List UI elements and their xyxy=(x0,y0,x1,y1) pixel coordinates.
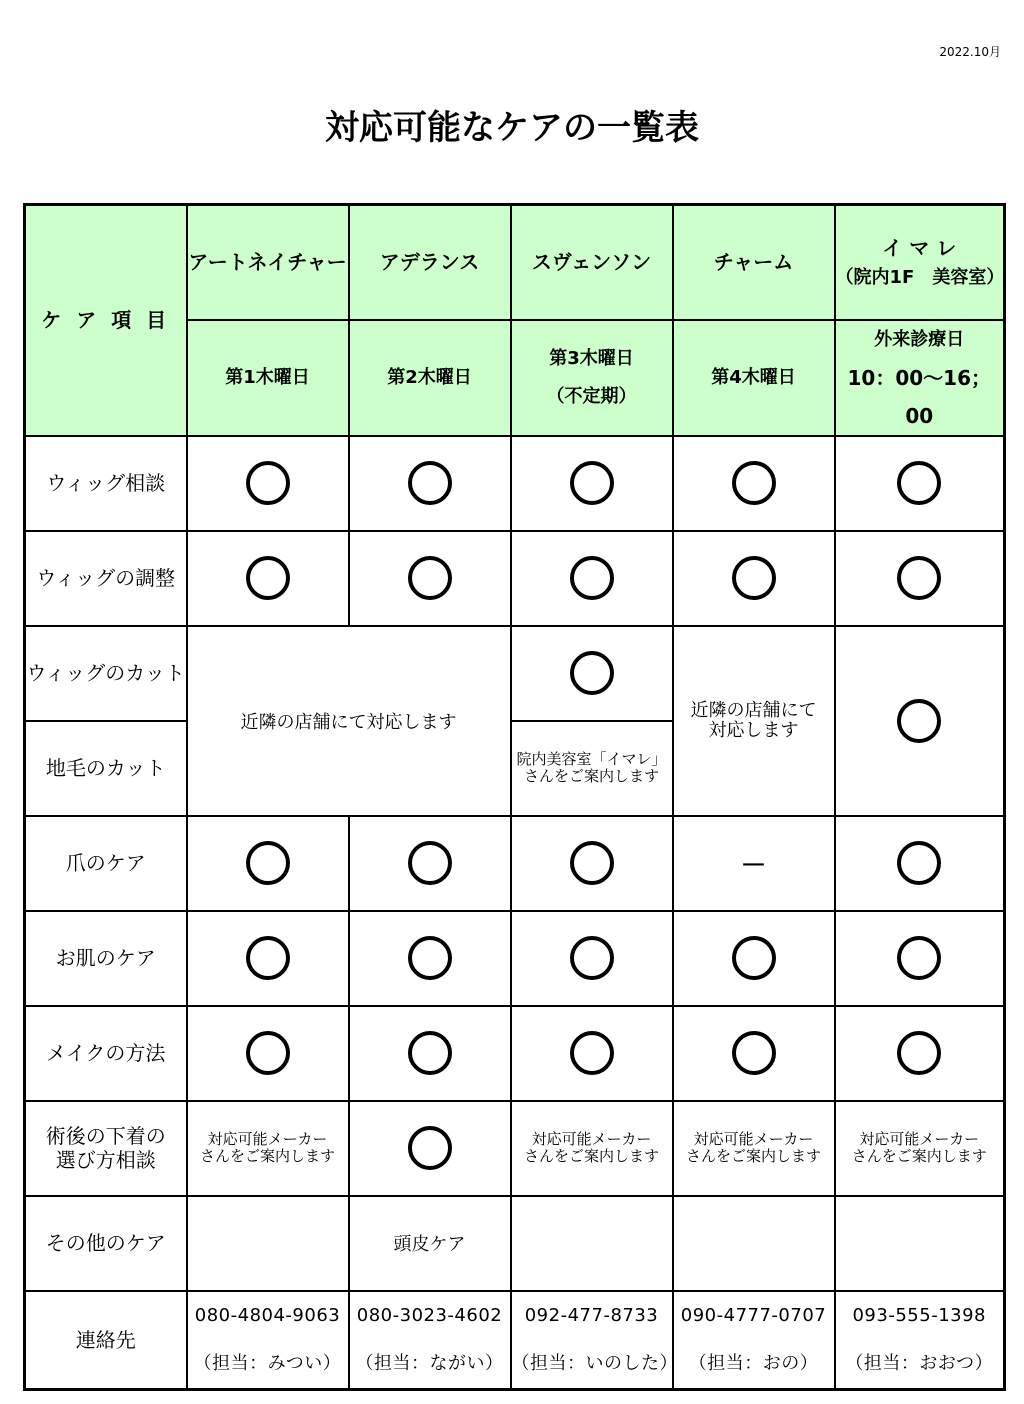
phone-number: 080-4804-9063 xyxy=(194,1304,341,1326)
circle-mark-icon xyxy=(570,651,614,695)
cell xyxy=(511,816,673,911)
circle-mark-icon xyxy=(570,936,614,980)
note-maker-guide xyxy=(673,1101,835,1196)
note-maker-guide xyxy=(187,1101,349,1196)
cell xyxy=(187,1006,349,1101)
table-row xyxy=(25,436,1005,531)
maker-header-imare xyxy=(835,205,1005,320)
circle-mark-icon xyxy=(570,556,614,600)
circle-mark-icon xyxy=(897,556,941,600)
cell xyxy=(673,911,835,1006)
corner-label: ケ ア 項 目 xyxy=(41,308,171,333)
circle-mark-icon xyxy=(408,461,452,505)
contact-person: （担当：ながい） xyxy=(355,1352,504,1374)
circle-mark-icon xyxy=(408,556,452,600)
cell xyxy=(835,531,1005,626)
phone-number: 090-4777-0707 xyxy=(680,1304,827,1326)
cell xyxy=(511,1006,673,1101)
circle-mark-icon xyxy=(732,461,776,505)
contact-person: （担当：おの） xyxy=(688,1352,819,1374)
cell xyxy=(187,911,349,1006)
phone-number: 092-477-8733 xyxy=(524,1304,659,1326)
cell xyxy=(511,436,673,531)
table-row xyxy=(25,911,1005,1006)
circle-mark-icon xyxy=(570,461,614,505)
circle-mark-icon xyxy=(570,841,614,885)
cell xyxy=(349,911,511,1006)
contact-artnature xyxy=(187,1291,349,1390)
circle-mark-icon xyxy=(246,461,290,505)
cell xyxy=(673,816,835,911)
note-line: 対応します xyxy=(708,719,799,741)
note-line: さんをご案内します xyxy=(851,1147,987,1165)
schedule-line: 外来診療日 xyxy=(874,328,965,350)
table-row xyxy=(25,626,1005,721)
note-line: 対応可能メーカー xyxy=(531,1130,652,1148)
row-label: ウィッグの調整 xyxy=(25,531,187,626)
row-label: 地毛のカット xyxy=(25,721,187,816)
care-table xyxy=(23,203,1006,1391)
cell xyxy=(673,531,835,626)
cell xyxy=(187,1196,349,1291)
circle-mark-icon xyxy=(732,936,776,980)
circle-mark-icon xyxy=(246,936,290,980)
note-imare-guide xyxy=(511,721,673,816)
circle-mark-icon xyxy=(408,1031,452,1075)
contact-aderans xyxy=(349,1291,511,1390)
table-row xyxy=(25,1196,1005,1291)
note-nearby-store-split xyxy=(673,626,835,816)
maker-header-aderans xyxy=(349,205,511,320)
schedule-line: 第4木曜日 xyxy=(711,366,796,388)
contact-svenson xyxy=(511,1291,678,1390)
maker-name: イ マ レ xyxy=(882,236,957,261)
circle-mark-icon xyxy=(897,699,941,743)
schedule-line: 10：00～16；00 xyxy=(847,365,991,428)
maker-header-artnature xyxy=(187,205,349,320)
cell xyxy=(349,1101,511,1196)
circle-mark-icon xyxy=(408,1126,452,1170)
schedule-line: 第1木曜日 xyxy=(225,366,310,388)
row-label xyxy=(25,1101,187,1196)
schedule-imare xyxy=(835,320,1005,436)
note-scalp: 頭皮ケア xyxy=(349,1196,511,1291)
circle-mark-icon xyxy=(408,936,452,980)
cell xyxy=(511,531,673,626)
contact-person: （担当：みつい） xyxy=(193,1352,342,1374)
cell xyxy=(835,1006,1005,1101)
schedule-artnature xyxy=(187,320,349,436)
phone-number: 080-3023-4602 xyxy=(356,1304,503,1326)
cell xyxy=(835,436,1005,531)
table-row xyxy=(25,1006,1005,1101)
cell xyxy=(349,1006,511,1101)
document-date: 2022.10月 xyxy=(939,45,1001,59)
phone-number: 093-555-1398 xyxy=(852,1304,986,1326)
note-line: 対応可能メーカー xyxy=(859,1130,980,1148)
maker-name: アデランス xyxy=(379,250,480,275)
cell xyxy=(673,1006,835,1101)
row-label: ウィッグのカット xyxy=(25,626,187,721)
cell xyxy=(835,911,1005,1006)
note-line: さんをご案内します xyxy=(199,1147,335,1165)
row-label: お肌のケア xyxy=(25,911,187,1006)
table-row xyxy=(25,1101,1005,1196)
note-line: 対応可能メーカー xyxy=(207,1130,328,1148)
table-row xyxy=(25,816,1005,911)
cell xyxy=(673,1196,835,1291)
maker-header-svenson xyxy=(511,205,673,320)
cell xyxy=(349,436,511,531)
row-label-line: 選び方相談 xyxy=(55,1148,156,1172)
schedule-svenson xyxy=(511,320,673,436)
schedule-line: （不定期） xyxy=(546,385,637,407)
circle-mark-icon xyxy=(246,1031,290,1075)
maker-name: スヴェンソン xyxy=(531,250,652,275)
note-maker-guide xyxy=(835,1101,1005,1196)
contact-imare xyxy=(835,1291,1005,1390)
schedule-aderans xyxy=(349,320,511,436)
contact-person: （担当：いのした） xyxy=(511,1352,678,1374)
circle-mark-icon xyxy=(897,936,941,980)
cell xyxy=(511,911,673,1006)
cell xyxy=(187,531,349,626)
cell xyxy=(511,1196,673,1291)
row-label: その他のケア xyxy=(25,1196,187,1291)
circle-mark-icon xyxy=(897,841,941,885)
dash-mark: － xyxy=(740,850,767,881)
contact-charm xyxy=(673,1291,835,1390)
cell xyxy=(673,436,835,531)
row-label: 連絡先 xyxy=(25,1291,187,1390)
row-label: 爪のケア xyxy=(25,816,187,911)
circle-mark-icon xyxy=(246,841,290,885)
table-row xyxy=(25,531,1005,626)
schedule-line: 第3木曜日 xyxy=(549,347,634,369)
page-title: 対応可能なケアの一覧表 xyxy=(325,108,699,148)
maker-name: アートネイチャー xyxy=(188,250,347,275)
note-nearby-store: 近隣の店舗にて対応します xyxy=(187,626,511,816)
cell xyxy=(835,816,1005,911)
maker-name: チャーム xyxy=(713,250,794,275)
cell xyxy=(349,816,511,911)
schedule-line: 第2木曜日 xyxy=(387,366,472,388)
note-line: 近隣の店舗にて xyxy=(690,699,817,721)
cell xyxy=(835,626,1005,816)
circle-mark-icon xyxy=(246,556,290,600)
circle-mark-icon xyxy=(732,556,776,600)
cell xyxy=(349,531,511,626)
note-line: さんをご案内します xyxy=(523,767,659,785)
table-row xyxy=(25,1291,1005,1390)
row-label-line: 術後の下着の xyxy=(45,1124,166,1148)
cell xyxy=(187,816,349,911)
corner-header xyxy=(25,205,187,436)
maker-sub: （院内1F 美容室） xyxy=(835,267,1005,289)
cell xyxy=(511,626,673,721)
circle-mark-icon xyxy=(897,461,941,505)
note-line: さんをご案内します xyxy=(523,1147,659,1165)
cell xyxy=(187,436,349,531)
cell xyxy=(835,1196,1005,1291)
circle-mark-icon xyxy=(570,1031,614,1075)
circle-mark-icon xyxy=(897,1031,941,1075)
note-line: 院内美容室「イマレ」 xyxy=(516,750,667,768)
row-label: メイクの方法 xyxy=(25,1006,187,1101)
circle-mark-icon xyxy=(408,841,452,885)
circle-mark-icon xyxy=(732,1031,776,1075)
note-line: さんをご案内します xyxy=(685,1147,821,1165)
note-line: 対応可能メーカー xyxy=(693,1130,814,1148)
contact-person: （担当：おおつ） xyxy=(845,1352,994,1374)
note-maker-guide xyxy=(511,1101,673,1196)
schedule-charm xyxy=(673,320,835,436)
maker-header-charm xyxy=(673,205,835,320)
row-label: ウィッグ相談 xyxy=(25,436,187,531)
